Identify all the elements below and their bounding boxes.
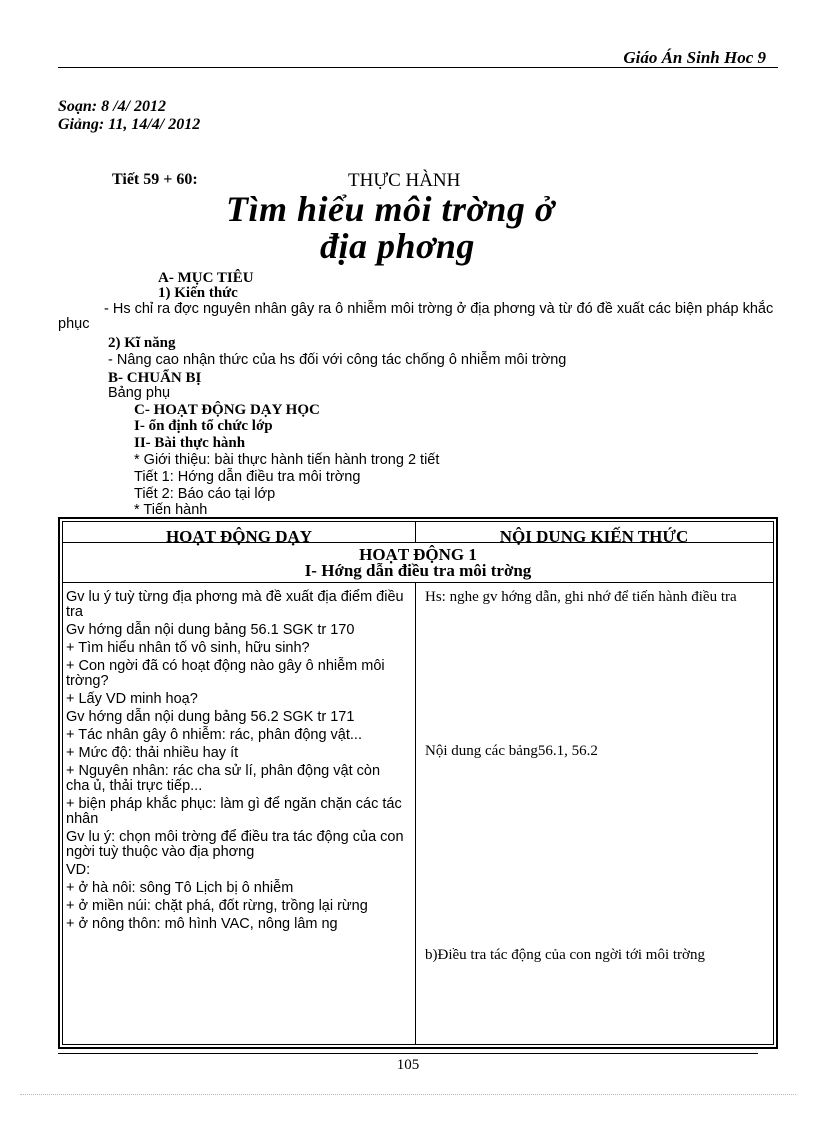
list-item: + Con ngời đã có hoạt động nào gây ô nhiễm môi trờng? bbox=[66, 658, 385, 689]
lesson-title-line2: địa phơng bbox=[320, 226, 475, 266]
header-rule bbox=[58, 67, 778, 68]
column-header-content: NỘI DUNG KIẾN THỨC bbox=[499, 527, 689, 546]
lesson-period: Tiết 59 + 60: bbox=[112, 171, 198, 188]
gioi-thieu-text: * Giới thiệu: bài thực hành tiến hành trong 2 tiết bbox=[134, 452, 440, 468]
activity-title: HOẠT ĐỘNG 1 bbox=[359, 545, 477, 564]
list-item: + Tác nhân gây ô nhiễm: rác, phân động vật... bbox=[66, 727, 362, 743]
list-item: + Mức độ: thải nhiều hay ít bbox=[66, 745, 239, 761]
subsection-kien-thuc: 1) Kiến thức bbox=[158, 285, 238, 301]
ki-nang-text: - Nâng cao nhận thức của hs đối với công tác chống ô nhiễm môi trờng bbox=[108, 352, 567, 368]
bang-phu: Bảng phụ bbox=[108, 385, 171, 401]
teaching-column bbox=[66, 590, 406, 935]
list-item: + ở hà nôi: sông Tô Lịch bị ô nhiễm bbox=[66, 880, 294, 896]
content-item: Nội dung các bảng56.1, 56.2 bbox=[425, 743, 598, 759]
header-row-border bbox=[63, 542, 773, 543]
tien-hanh-text: * Tiến hành bbox=[134, 502, 208, 518]
table-inner-frame bbox=[62, 521, 774, 1045]
activity-heading bbox=[63, 547, 773, 579]
header-divider bbox=[415, 522, 416, 542]
list-item: + ở nông thôn: mô hình VAC, nông lâm ng bbox=[66, 916, 338, 932]
bai-thuc-hanh-heading: II- Bài thực hành bbox=[134, 435, 246, 451]
document-header-title: Giáo Án Sinh Hoc 9 bbox=[623, 48, 766, 67]
date-soan: Soạn: 8 /4/ 2012 bbox=[58, 98, 167, 115]
lesson-type: THỰC HÀNH bbox=[348, 170, 461, 191]
list-item: + biện pháp khắc phục: làm gì để ngăn chặn các tác nhân bbox=[66, 796, 402, 827]
list-item: Gv hớng dẫn nội dung bảng 56.2 SGK tr 171 bbox=[66, 709, 355, 725]
footer-rule bbox=[58, 1053, 758, 1054]
list-item: VD: bbox=[66, 862, 91, 878]
kien-thuc-text: - Hs chỉ ra đợc nguyên nhân gây ra ô nhiễm môi trờng ở địa phơng và từ đó đề xuất các biện pháp khắc phục bbox=[58, 301, 774, 332]
column-divider bbox=[415, 582, 416, 1044]
tiet1-text: Tiết 1: Hớng dẫn điều tra môi trờng bbox=[134, 469, 361, 485]
list-item: Gv hớng dẫn nội dung bảng 56.1 SGK tr 170 bbox=[66, 622, 355, 638]
content-item: b)Điều tra tác động của con ngời tới môi trờng bbox=[425, 947, 705, 963]
activity-row-border bbox=[63, 582, 773, 583]
page-edge-dotted-line bbox=[20, 1094, 796, 1095]
lesson-table bbox=[58, 517, 778, 1049]
on-dinh-heading: I- ổn định tổ chức lớp bbox=[134, 418, 273, 434]
section-b-heading: B- CHUẨN BỊ bbox=[108, 370, 202, 386]
date-giang: Giảng: 11, 14/4/ 2012 bbox=[58, 116, 201, 133]
activity-subtitle: I- Hớng dẫn điều tra môi trờng bbox=[304, 561, 532, 580]
content-item: Hs: nghe gv hớng dẫn, ghi nhớ để tiến hành điều tra bbox=[425, 589, 737, 605]
list-item: Gv lu ý: chọn môi trờng để điều tra tác động của con ngời tuỳ thuộc vào địa phơng bbox=[66, 829, 404, 860]
list-item: + Lấy VD minh hoạ? bbox=[66, 691, 198, 707]
tiet2-text: Tiết 2: Báo cáo tại lớp bbox=[134, 486, 276, 502]
list-item: + Nguyên nhân: rác cha sử lí, phân động vật còn cha ủ, thải trực tiếp... bbox=[66, 763, 381, 794]
list-item: Gv lu ý tuỳ từng địa phơng mà đề xuất địa điểm điều tra bbox=[66, 589, 404, 620]
list-item: + ở miền núi: chặt phá, đốt rừng, trồng lại rừng bbox=[66, 898, 368, 914]
section-c-heading: C- HOẠT ĐỘNG DẠY HỌC bbox=[134, 402, 320, 418]
list-item: + Tìm hiểu nhân tố vô sinh, hữu sinh? bbox=[66, 640, 310, 656]
lesson-title-line1: Tìm hiểu môi trờng ở bbox=[226, 189, 555, 229]
column-header-teaching: HOẠT ĐỘNG DẠY bbox=[165, 527, 313, 546]
page-number: 105 bbox=[396, 1057, 420, 1073]
subsection-ki-nang: 2) Kĩ năng bbox=[108, 335, 176, 351]
section-a-heading: A- MỤC TIÊU bbox=[158, 270, 254, 286]
